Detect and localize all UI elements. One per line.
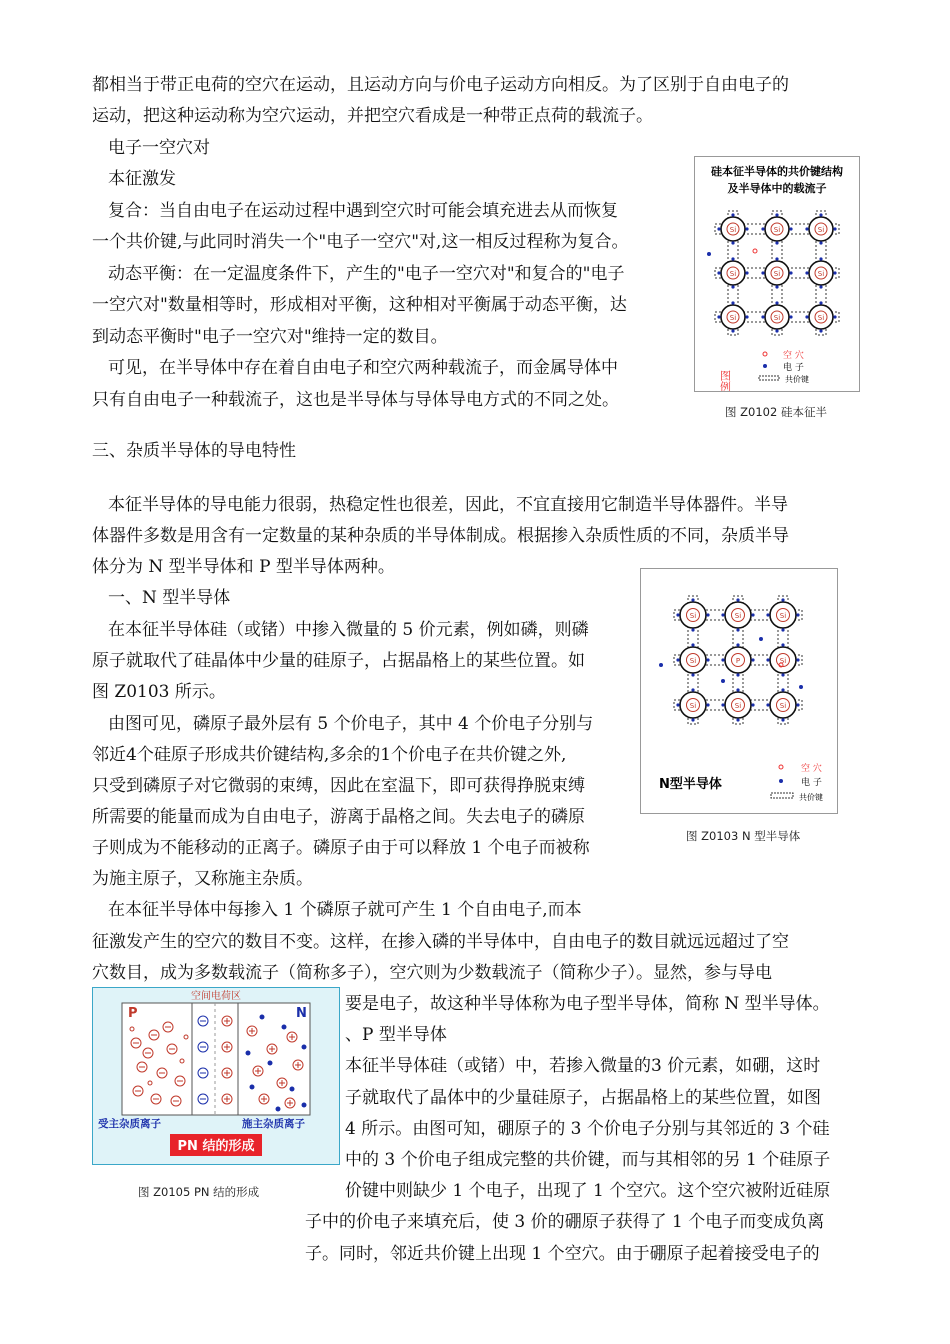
atom-symbol: Si [734,702,742,710]
valence-electron [789,227,792,230]
valence-electron [731,213,734,216]
free-electron [659,663,663,667]
text-line: 只受到磷原子对它微弱的束缚，因此在室温下，即可获得挣脱束缚 [92,776,585,796]
valence-electron [781,628,784,631]
valence-electron [731,241,734,244]
valence-electron [789,315,792,318]
legend-hole: 空 穴 [801,764,822,774]
acceptor-label: 受主杂质离子 [98,1118,161,1130]
figure-caption: 图 Z0105 PN 结的形成 [138,1185,260,1199]
donor-label: 施主杂质离子 [242,1118,305,1130]
text-line: 子。同时，邻近共价键上出现 1 个空穴。由于硼原子起着接受电子的 [305,1244,820,1264]
text-line: 穴数目，成为多数载流子（简称多子），空穴则为少数载流子（简称少子）。显然，参与导电 [92,963,772,983]
text-line: 子就取代了晶体中的少量硅原子，占据晶格上的某些位置，如图 [345,1088,821,1108]
valence-electron [736,688,739,691]
valence-electron [796,613,799,616]
pn-junction-diagram [92,987,340,1165]
valence-electron [781,718,784,721]
figure-intrinsic-lattice [694,156,860,392]
valence-electron [781,688,784,691]
valence-electron [775,301,778,304]
legend-bond: 共价键 [799,793,823,802]
valence-electron [736,628,739,631]
valence-electron [761,227,764,230]
banner-text: PN 结的形成 [177,1139,255,1154]
atom-symbol: Si [817,226,825,234]
atom-grid [659,596,803,724]
figure-title: 硅本征半导体的共价键结构 [711,165,843,178]
text-line: 价键中则缺少 1 个电子，出现了 1 个空穴。这个空穴被附近硅原 [345,1181,831,1201]
valence-electron [706,658,709,661]
valence-electron [745,227,748,230]
valence-electron [775,241,778,244]
atom-symbol: Si [689,657,697,665]
valence-electron [781,598,784,601]
p-label: P [128,1006,138,1021]
figure-pn-junction [92,987,340,1165]
valence-electron [736,673,739,676]
text-line: 动态平衡：在一定温度条件下，产生的"电子一空穴对"和复合的"电子 [108,264,625,284]
text-line: 邻近4个硅原子形成共价键结构,多余的1个价电子在共价键之外, [92,745,567,765]
figure-n-type-lattice [640,568,838,814]
atom-symbol: Si [729,226,737,234]
free-electron [302,1045,307,1050]
valence-electron [731,329,734,332]
atom-symbol: Si [779,612,787,620]
valence-electron [706,703,709,706]
legend-bond: 共价键 [785,375,809,384]
atom-symbol: Si [773,270,781,278]
n-label: N [296,1006,307,1021]
valence-electron [796,658,799,661]
valence-electron [805,315,808,318]
text-line: 一空穴对"数量相等时，形成相对平衡，这种相对平衡属于动态平衡，达 [92,295,627,315]
figure-caption: 图 Z0102 硅本征半 [725,405,827,419]
region-label: 空间电荷区 [191,991,241,1002]
valence-electron [775,285,778,288]
free-electron [759,637,763,641]
valence-electron [833,227,836,230]
free-electron [276,1107,281,1112]
valence-electron [819,257,822,260]
atom-symbol: Si [817,270,825,278]
text-line: 在本征半导体硅（或锗）中掺入微量的 5 价元素，例如磷，则磷 [108,620,589,640]
free-electron [290,1087,295,1092]
atom-symbol: Si [689,612,697,620]
atom-symbol: Si [773,314,781,322]
valence-electron [819,329,822,332]
text-line: 一个共价键,与此同时消失一个"电子一空穴"对,这一相反过程称为复合。 [92,232,629,252]
text-line: 本征激发 [108,169,176,189]
text-line: 到动态平衡时"电子一空穴对"维持一定的数目。 [92,327,448,347]
valence-electron [766,613,769,616]
text-line: 子中的价电子来填充后，使 3 价的硼原子获得了 1 个电子而变成负离 [305,1212,825,1232]
lattice-diagram [641,569,837,813]
text-line: 子则成为不能移动的正离子。磷原子由于可以释放 1 个电子而被称 [92,838,590,858]
valence-electron [736,718,739,721]
text-line: 体分为 N 型半导体和 P 型半导体两种。 [92,557,395,577]
valence-electron [676,613,679,616]
text-line: 体器件多数是用含有一定数量的某种杂质的半导体制成。根据掺入杂质性质的不同，杂质半导 [92,526,789,546]
text-line: 为施主原子，又称施主杂质。 [92,869,313,889]
valence-electron [751,658,754,661]
valence-electron [819,241,822,244]
valence-electron [676,703,679,706]
atom-symbol: Si [729,314,737,322]
free-electron [707,252,711,256]
text-line: 中的 3 个价电子组成完整的共价键，而与其相邻的另 1 个硅原子 [345,1150,831,1170]
atom-grid [707,211,839,335]
valence-electron [833,271,836,274]
valence-electron [676,658,679,661]
valence-electron [781,673,784,676]
valence-electron [775,257,778,260]
figure-caption: 图 Z0103 N 型半导体 [686,829,801,843]
valence-electron [736,598,739,601]
bond-legend-icon [759,376,779,380]
atom-symbol: Si [729,270,737,278]
valence-electron [751,703,754,706]
valence-electron [819,213,822,216]
valence-electron [805,271,808,274]
valence-electron [819,301,822,304]
valence-electron [721,658,724,661]
text-line: 都相当于带正电荷的空穴在运动，且运动方向与价电子运动方向相反。为了区别于自由电子的 [92,75,789,95]
valence-electron [775,329,778,332]
electron-legend-icon [779,779,783,783]
valence-electron [766,658,769,661]
free-electron [246,1051,251,1056]
valence-electron [691,673,694,676]
subsection-heading: 、P 型半导体 [345,1025,447,1045]
hole-legend-icon [779,765,783,769]
valence-electron [721,613,724,616]
legend-electron: 电 子 [801,778,822,788]
text-line: 本征半导体硅（或锗）中，若掺入微量的3 价元素，如硼，这时 [345,1056,821,1076]
atom-symbol: Si [773,226,781,234]
valence-electron [745,271,748,274]
valence-electron [731,301,734,304]
valence-electron [721,703,724,706]
valence-electron [819,285,822,288]
atom-symbol: Si [779,657,787,665]
valence-electron [833,315,836,318]
valence-electron [691,688,694,691]
figure-title: N型半导体 [659,777,722,792]
valence-electron [691,643,694,646]
atom-symbol: Si [734,612,742,620]
electron-legend-icon [763,364,767,368]
section-heading: 三、杂质半导体的导电特性 [92,441,296,461]
text-line: 图 Z0103 所示。 [92,682,226,702]
valence-electron [751,613,754,616]
text-line: 电子一空穴对 [108,138,210,158]
text-line: 本征半导体的导电能力很弱，热稳定性也很差，因此，不宜直接用它制造半导体器件。半导 [108,495,788,515]
atom-symbol: P [735,657,741,665]
text-line: 可见，在半导体中存在着自由电子和空穴两种载流子，而金属导体中 [108,358,618,378]
text-line: 在本征半导体中每掺入 1 个磷原子就可产生 1 个自由电子,而本 [108,900,582,920]
valence-electron [731,257,734,260]
hole [753,249,757,253]
figure-title: 及半导体中的载流子 [727,182,827,195]
hole-legend-icon [763,352,767,356]
legend-label: 图例 [718,370,732,391]
valence-electron [775,213,778,216]
valence-electron [691,598,694,601]
valence-electron [717,315,720,318]
legend-hole: 空 穴 [783,351,804,361]
atom-symbol: Si [689,702,697,710]
valence-electron [745,315,748,318]
free-electron [282,1025,287,1030]
text-line: 要是电子，故这种半导体称为电子型半导体，简称 N 型半导体。 [345,994,830,1014]
atom-symbol: Si [817,314,825,322]
text-line: 只有自由电子一种载流子，这也是半导体与导体导电方式的不同之处。 [92,390,619,410]
valence-electron [796,703,799,706]
free-electron [268,1061,273,1066]
p-region [122,1003,310,1115]
free-electron [250,1085,255,1090]
bond-legend-icon [771,793,793,798]
valence-electron [789,271,792,274]
valence-electron [761,315,764,318]
text-line: 征激发产生的空穴的数目不变。这样，在掺入磷的半导体中，自由电子的数目就远远超过了空 [92,932,789,952]
valence-electron [736,643,739,646]
legend-electron: 电 子 [783,363,804,373]
free-electron [799,685,803,689]
text-line: 运动，把这种运动称为空穴运动，并把空穴看成是一种带正点荷的载流子。 [92,106,653,126]
text-line: 4 所示。由图可知，硼原子的 3 个价电子分别与其邻近的 3 个硅 [345,1119,830,1139]
valence-electron [691,718,694,721]
text-line: 由图可见，磷原子最外层有 5 个价电子，其中 4 个价电子分别与 [108,714,594,734]
text-line: 所需要的能量而成为自由电子，游离于晶格之间。失去电子的磷原 [92,807,585,827]
text-line: 原子就取代了硅晶体中少量的硅原子，占据晶格上的某些位置。如 [92,651,585,671]
valence-electron [731,285,734,288]
text-line: 复合：当自由电子在运动过程中遇到空穴时可能会填充进去从而恢复 [108,201,618,221]
free-electron [302,1103,307,1108]
free-electron [260,1015,265,1020]
valence-electron [781,643,784,646]
lattice-diagram [695,157,859,391]
subsection-heading: 一、N 型半导体 [108,588,231,608]
valence-electron [691,628,694,631]
valence-electron [761,271,764,274]
valence-electron [805,227,808,230]
valence-electron [717,271,720,274]
valence-electron [717,227,720,230]
atom-symbol: Si [779,702,787,710]
free-electron [721,679,725,683]
valence-electron [706,613,709,616]
valence-electron [766,703,769,706]
